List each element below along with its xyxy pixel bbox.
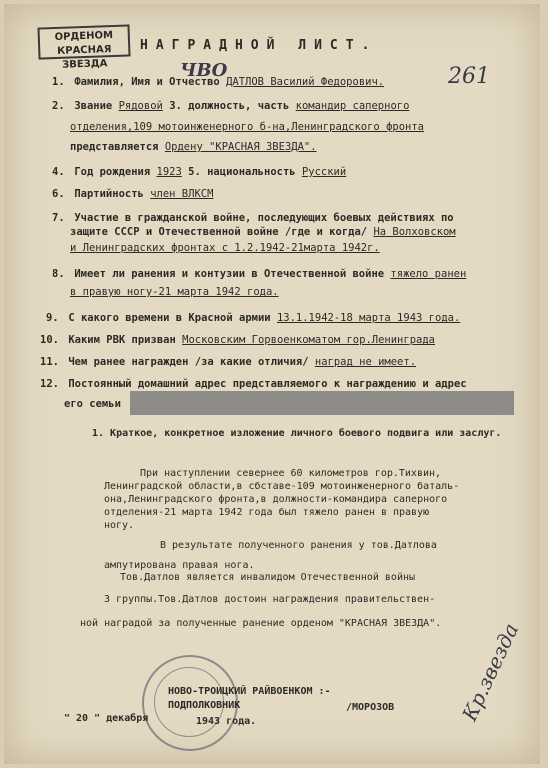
narrative-line: Ленинградской области,в сбставе-109 мотоинженерного баталь- [104,481,460,492]
field-wounds-2: в правую ногу-21 марта 1942 года. [70,286,279,298]
narrative-line: она,Ленинградского фронта,в должности-командира саперного [104,494,448,505]
document-title: НАГРАДНОЙ ЛИСТ. [140,38,378,53]
narrative-line: ампутирована правая нога. [104,560,255,571]
field-name: 1. Фамилия, Имя и Отчество ДАТЛОВ Василий Федорович. [52,76,385,88]
handwritten-number: 261 [448,64,490,89]
handwritten-resolution: Кр.звезда [457,619,524,725]
stamp-line-2: КРАСНАЯ ЗВЕЗДА [56,44,112,71]
narrative-line: 3 группы.Тов.Датлов достоин награждения правительствен- [104,594,436,605]
narrative-line: ной наградой за полученные ранение орденом "КРАСНАЯ ЗВЕЗДА". [80,618,442,629]
signature-name: /МОРОЗОВ [346,702,395,713]
stamp-line-1: ОРДЕНОМ [54,29,114,44]
narrative-line: В результате полученного ранения у тов.Датлова [160,540,437,551]
field-address-2: его семьи [64,398,121,410]
field-address: 12. Постоянный домашний адрес представляемого к награждению и адрес [40,378,467,390]
field-rank: 2. Звание Рядовой 3. должность, часть командир саперного [52,100,410,112]
redaction-bar [130,391,514,415]
field-wounds: 8. Имеет ли ранения и контузии в Отечественной войне тяжело ранен [52,268,467,280]
signature-year: 1943 года. [196,716,257,727]
field-service-since: 9. С какого времени в Красной армии 13.1.1942-18 марта 1943 года. [46,312,461,324]
field-birth-year: 4. Год рождения 1923 5. национальность Русский [52,166,347,178]
field-award: представляется Ордену "КРАСНАЯ ЗВЕЗДА". [70,141,317,153]
field-participation-2: защите СССР и Отечественной войне /где и когда/ На Волховском [70,226,456,238]
field-prior-awards: 11. Чем ранее награжден /за какие отличия/ наград не имеет. [40,356,417,368]
narrative-line: При наступлении севернее 60 километров гор.Тихвин, [140,468,442,479]
field-participation-3: и Ленинградских фронтах с 1.2.1942-21марта 1942г. [70,242,380,254]
award-stamp [37,24,130,71]
narrative-line: ногу. [104,520,135,531]
field-unit: отделения,109 мотоинженерного б-на,Ленинградского фронта [70,121,425,133]
narrative-line: Тов.Датлов является инвалидом Отечественной войны [120,572,416,583]
section-heading: 1. Краткое, конкретное изложение личного боевого подвига или заслуг. [92,428,502,439]
signature-date: " 20 " декабря [64,713,149,724]
signature-org: НОВО-ТРОИЦКИЙ РАЙВОЕНКОМ :- [168,686,331,697]
signature-rank: ПОДПОЛКОВНИК [168,700,241,711]
field-draft-office: 10. Каким РВК призван Московским Горвоенкоматом гор.Ленинграда [40,334,435,346]
narrative-line: отделения-21 марта 1942 года был тяжело ранен в правую [104,507,430,518]
handwritten-overlay: ЧВО [180,60,228,81]
field-participation: 7. Участие в гражданской войне, последующих боевых действиях по [52,212,454,224]
field-party: 6. Партийность член ВЛКСМ [52,188,214,200]
